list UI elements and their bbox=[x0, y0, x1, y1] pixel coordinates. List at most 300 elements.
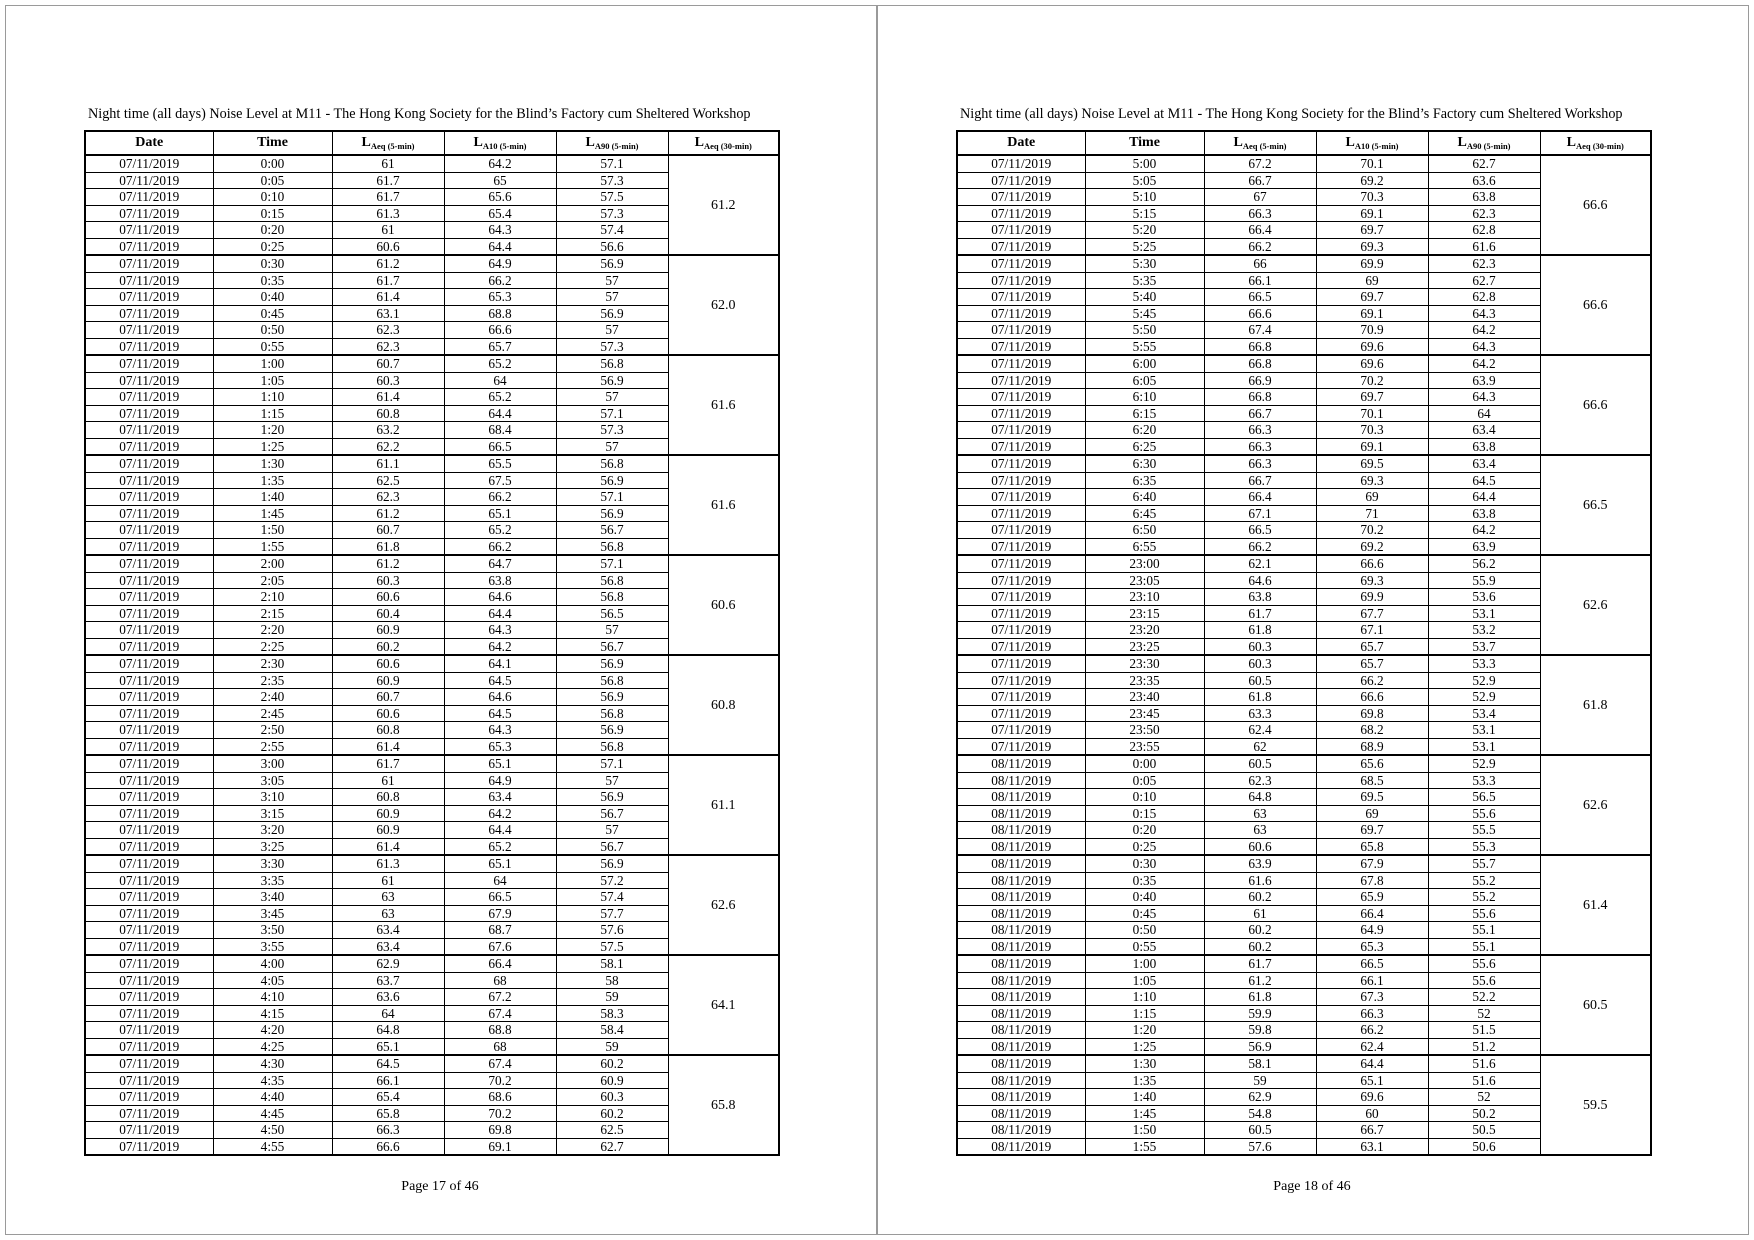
cell-laeq-5min: 60.4 bbox=[332, 605, 444, 622]
cell-date: 07/11/2019 bbox=[85, 1005, 213, 1022]
cell-la10-5min: 65.2 bbox=[444, 522, 556, 539]
table-row bbox=[957, 355, 1651, 372]
cell-la90-5min: 56.8 bbox=[556, 572, 668, 589]
cell-la90-5min: 57 bbox=[556, 772, 668, 789]
cell-date: 08/11/2019 bbox=[957, 789, 1085, 806]
cell-time: 6:20 bbox=[1085, 422, 1204, 439]
cell-la10-5min: 65.3 bbox=[1316, 938, 1428, 955]
cell-date: 07/11/2019 bbox=[85, 538, 213, 555]
cell-time: 23:00 bbox=[1085, 555, 1204, 572]
cell-laeq-5min: 60.6 bbox=[1204, 838, 1316, 855]
cell-la10-5min: 65.7 bbox=[1316, 638, 1428, 655]
cell-la90-5min: 57 bbox=[556, 289, 668, 306]
cell-laeq-5min: 65.8 bbox=[332, 1105, 444, 1122]
cell-time: 0:00 bbox=[213, 155, 332, 172]
cell-la10-5min: 64.3 bbox=[444, 222, 556, 239]
cell-laeq-5min: 66.5 bbox=[1204, 289, 1316, 306]
cell-date: 07/11/2019 bbox=[957, 672, 1085, 689]
cell-la10-5min: 69 bbox=[1316, 489, 1428, 506]
cell-laeq-5min: 62 bbox=[1204, 738, 1316, 755]
cell-laeq-5min: 60.2 bbox=[1204, 889, 1316, 906]
cell-date: 07/11/2019 bbox=[85, 805, 213, 822]
cell-la10-5min: 69.2 bbox=[1316, 538, 1428, 555]
cell-date: 08/11/2019 bbox=[957, 955, 1085, 972]
cell-la90-5min: 55.6 bbox=[1428, 955, 1540, 972]
cell-laeq-5min: 66.8 bbox=[1204, 355, 1316, 372]
cell-la90-5min: 57.4 bbox=[556, 222, 668, 239]
cell-la10-5min: 67.5 bbox=[444, 472, 556, 489]
cell-laeq-5min: 57.6 bbox=[1204, 1138, 1316, 1155]
cell-date: 08/11/2019 bbox=[957, 1072, 1085, 1089]
cell-la90-5min: 56.7 bbox=[556, 638, 668, 655]
cell-la90-5min: 53.4 bbox=[1428, 705, 1540, 722]
cell-laeq-30min: 64.1 bbox=[668, 955, 779, 1055]
cell-la10-5min: 65.6 bbox=[444, 189, 556, 206]
cell-laeq-5min: 62.2 bbox=[332, 438, 444, 455]
cell-laeq-5min: 66.2 bbox=[1204, 538, 1316, 555]
cell-date: 08/11/2019 bbox=[957, 772, 1085, 789]
cell-time: 6:30 bbox=[1085, 455, 1204, 472]
cell-laeq-5min: 62.5 bbox=[332, 472, 444, 489]
cell-la90-5min: 57.7 bbox=[556, 905, 668, 922]
cell-date: 07/11/2019 bbox=[85, 1089, 213, 1106]
cell-date: 07/11/2019 bbox=[85, 322, 213, 339]
cell-laeq-5min: 61.8 bbox=[1204, 989, 1316, 1006]
cell-laeq-5min: 56.9 bbox=[1204, 1038, 1316, 1055]
cell-la90-5min: 62.7 bbox=[1428, 272, 1540, 289]
cell-la90-5min: 55.6 bbox=[1428, 972, 1540, 989]
cell-time: 4:00 bbox=[213, 955, 332, 972]
cell-la10-5min: 64.4 bbox=[444, 605, 556, 622]
cell-la10-5min: 62.4 bbox=[1316, 1038, 1428, 1055]
cell-laeq-5min: 62.4 bbox=[1204, 722, 1316, 739]
cell-time: 23:35 bbox=[1085, 672, 1204, 689]
cell-date: 07/11/2019 bbox=[85, 472, 213, 489]
table-header-row bbox=[85, 131, 779, 155]
cell-date: 07/11/2019 bbox=[85, 1138, 213, 1155]
cell-la10-5min: 68.6 bbox=[444, 1089, 556, 1106]
cell-la10-5min: 66.2 bbox=[1316, 672, 1428, 689]
cell-laeq-30min: 61.6 bbox=[668, 455, 779, 555]
table-caption: Night time (all days) Noise Level at M11 - The Hong Kong Society for the Blind’s Factory cum Sheltered Workshop bbox=[88, 106, 751, 122]
cell-la10-5min: 66.5 bbox=[444, 889, 556, 906]
cell-la10-5min: 64 bbox=[444, 372, 556, 389]
cell-laeq-5min: 61.7 bbox=[332, 189, 444, 206]
cell-la10-5min: 69.9 bbox=[1316, 255, 1428, 272]
cell-laeq-5min: 61.6 bbox=[1204, 872, 1316, 889]
cell-laeq-5min: 66.4 bbox=[1204, 489, 1316, 506]
table-body bbox=[85, 155, 779, 1155]
cell-la10-5min: 69.1 bbox=[444, 1138, 556, 1155]
cell-time: 23:45 bbox=[1085, 705, 1204, 722]
cell-la10-5min: 69.6 bbox=[1316, 338, 1428, 355]
cell-la90-5min: 56.9 bbox=[556, 722, 668, 739]
cell-la90-5min: 64 bbox=[1428, 405, 1540, 422]
cell-la10-5min: 65.3 bbox=[444, 289, 556, 306]
header-la10-5min: $L_{A10 (5-min)}$ bbox=[1316, 131, 1428, 155]
cell-time: 0:20 bbox=[213, 222, 332, 239]
cell-date: 07/11/2019 bbox=[85, 355, 213, 372]
cell-time: 5:35 bbox=[1085, 272, 1204, 289]
cell-time: 0:45 bbox=[213, 305, 332, 322]
cell-time: 3:45 bbox=[213, 905, 332, 922]
cell-time: 23:10 bbox=[1085, 589, 1204, 606]
cell-la90-5min: 59 bbox=[556, 989, 668, 1006]
cell-time: 0:10 bbox=[213, 189, 332, 206]
cell-laeq-5min: 66.4 bbox=[1204, 222, 1316, 239]
cell-time: 0:20 bbox=[1085, 822, 1204, 839]
cell-date: 07/11/2019 bbox=[85, 289, 213, 306]
cell-la90-5min: 53.1 bbox=[1428, 722, 1540, 739]
cell-date: 07/11/2019 bbox=[85, 255, 213, 272]
cell-la90-5min: 57.3 bbox=[556, 338, 668, 355]
cell-laeq-5min: 60.8 bbox=[332, 405, 444, 422]
page-number: Page 18 of 46 bbox=[1273, 1179, 1351, 1194]
cell-laeq-5min: 66.3 bbox=[1204, 455, 1316, 472]
cell-la90-5min: 56.2 bbox=[1428, 555, 1540, 572]
cell-laeq-5min: 64.6 bbox=[1204, 572, 1316, 589]
cell-time: 3:35 bbox=[213, 872, 332, 889]
cell-date: 07/11/2019 bbox=[85, 272, 213, 289]
cell-la10-5min: 65 bbox=[444, 172, 556, 189]
cell-la90-5min: 56.8 bbox=[556, 355, 668, 372]
table-row bbox=[85, 855, 779, 872]
cell-time: 6:35 bbox=[1085, 472, 1204, 489]
header-la10-5min: $L_{A10 (5-min)}$ bbox=[444, 131, 556, 155]
cell-laeq-5min: 66.6 bbox=[1204, 305, 1316, 322]
cell-la90-5min: 64.3 bbox=[1428, 338, 1540, 355]
cell-date: 07/11/2019 bbox=[85, 672, 213, 689]
cell-time: 5:15 bbox=[1085, 205, 1204, 222]
cell-laeq-5min: 66.8 bbox=[1204, 338, 1316, 355]
table-row bbox=[85, 255, 779, 272]
cell-la10-5min: 64.5 bbox=[444, 705, 556, 722]
cell-time: 1:40 bbox=[213, 489, 332, 506]
cell-la10-5min: 68 bbox=[444, 1038, 556, 1055]
cell-laeq-5min: 66.1 bbox=[332, 1072, 444, 1089]
cell-la90-5min: 57 bbox=[556, 389, 668, 406]
table-row bbox=[957, 555, 1651, 572]
cell-la90-5min: 53.3 bbox=[1428, 655, 1540, 672]
header-time: Time bbox=[1085, 131, 1204, 155]
cell-la10-5min: 65.9 bbox=[1316, 889, 1428, 906]
cell-laeq-5min: 66.7 bbox=[1204, 405, 1316, 422]
cell-laeq-5min: 61.2 bbox=[332, 255, 444, 272]
cell-time: 1:00 bbox=[1085, 955, 1204, 972]
cell-date: 07/11/2019 bbox=[85, 705, 213, 722]
cell-date: 07/11/2019 bbox=[957, 372, 1085, 389]
cell-la90-5min: 59 bbox=[556, 1038, 668, 1055]
cell-la10-5min: 64.4 bbox=[1316, 1055, 1428, 1072]
cell-time: 3:30 bbox=[213, 855, 332, 872]
cell-la90-5min: 60.3 bbox=[556, 1089, 668, 1106]
cell-date: 08/11/2019 bbox=[957, 1089, 1085, 1106]
cell-la10-5min: 70.2 bbox=[1316, 372, 1428, 389]
cell-la90-5min: 62.3 bbox=[1428, 205, 1540, 222]
cell-time: 0:45 bbox=[1085, 905, 1204, 922]
table-body bbox=[957, 155, 1651, 1155]
table-row bbox=[85, 955, 779, 972]
cell-la90-5min: 56.8 bbox=[556, 738, 668, 755]
cell-laeq-5min: 61.3 bbox=[332, 855, 444, 872]
cell-la90-5min: 52.9 bbox=[1428, 672, 1540, 689]
cell-time: 1:40 bbox=[1085, 1089, 1204, 1106]
cell-date: 07/11/2019 bbox=[85, 938, 213, 955]
cell-time: 0:55 bbox=[213, 338, 332, 355]
cell-time: 0:15 bbox=[213, 205, 332, 222]
cell-la90-5min: 57 bbox=[556, 322, 668, 339]
cell-time: 1:20 bbox=[1085, 1022, 1204, 1039]
cell-date: 08/11/2019 bbox=[957, 1038, 1085, 1055]
cell-time: 0:40 bbox=[1085, 889, 1204, 906]
cell-la10-5min: 69.3 bbox=[1316, 572, 1428, 589]
cell-time: 6:55 bbox=[1085, 538, 1204, 555]
cell-laeq-5min: 61.7 bbox=[1204, 955, 1316, 972]
cell-time: 3:10 bbox=[213, 789, 332, 806]
cell-la90-5min: 64.3 bbox=[1428, 389, 1540, 406]
cell-date: 08/11/2019 bbox=[957, 1005, 1085, 1022]
cell-laeq-30min: 66.6 bbox=[1540, 255, 1651, 355]
cell-la90-5min: 57 bbox=[556, 622, 668, 639]
cell-time: 0:40 bbox=[213, 289, 332, 306]
cell-laeq-5min: 66.3 bbox=[1204, 205, 1316, 222]
cell-time: 4:05 bbox=[213, 972, 332, 989]
cell-la10-5min: 69.7 bbox=[1316, 822, 1428, 839]
cell-la90-5min: 53.2 bbox=[1428, 622, 1540, 639]
cell-time: 4:15 bbox=[213, 1005, 332, 1022]
cell-laeq-30min: 61.2 bbox=[668, 155, 779, 255]
cell-date: 07/11/2019 bbox=[85, 1022, 213, 1039]
cell-date: 07/11/2019 bbox=[85, 655, 213, 672]
cell-la10-5min: 64.2 bbox=[444, 155, 556, 172]
cell-la90-5min: 52.9 bbox=[1428, 689, 1540, 706]
cell-la10-5min: 69.1 bbox=[1316, 205, 1428, 222]
table-row bbox=[85, 655, 779, 672]
table-row bbox=[85, 155, 779, 172]
cell-la90-5min: 57.5 bbox=[556, 189, 668, 206]
cell-date: 07/11/2019 bbox=[85, 955, 213, 972]
cell-laeq-5min: 61.8 bbox=[332, 538, 444, 555]
cell-laeq-5min: 66.3 bbox=[332, 1122, 444, 1139]
table-caption: Night time (all days) Noise Level at M11 - The Hong Kong Society for the Blind’s Factory cum Sheltered Workshop bbox=[960, 106, 1623, 122]
cell-la90-5min: 52.2 bbox=[1428, 989, 1540, 1006]
cell-time: 6:25 bbox=[1085, 438, 1204, 455]
cell-laeq-5min: 66.3 bbox=[1204, 422, 1316, 439]
cell-time: 1:15 bbox=[213, 405, 332, 422]
cell-laeq-5min: 62.9 bbox=[332, 955, 444, 972]
table-row bbox=[957, 455, 1651, 472]
cell-la90-5min: 62.8 bbox=[1428, 289, 1540, 306]
cell-la90-5min: 55.2 bbox=[1428, 889, 1540, 906]
cell-la90-5min: 57.3 bbox=[556, 422, 668, 439]
cell-laeq-5min: 60.3 bbox=[1204, 638, 1316, 655]
cell-date: 08/11/2019 bbox=[957, 938, 1085, 955]
cell-la90-5min: 53.3 bbox=[1428, 772, 1540, 789]
cell-laeq-5min: 61 bbox=[332, 772, 444, 789]
cell-la90-5min: 57.3 bbox=[556, 172, 668, 189]
cell-laeq-5min: 61.3 bbox=[332, 205, 444, 222]
page-number: Page 17 of 46 bbox=[401, 1179, 479, 1194]
cell-la90-5min: 55.9 bbox=[1428, 572, 1540, 589]
cell-la10-5min: 64.5 bbox=[444, 672, 556, 689]
cell-laeq-30min: 60.8 bbox=[668, 655, 779, 755]
cell-date: 07/11/2019 bbox=[957, 489, 1085, 506]
cell-la90-5min: 57.1 bbox=[556, 155, 668, 172]
cell-la10-5min: 69.8 bbox=[1316, 705, 1428, 722]
cell-date: 07/11/2019 bbox=[85, 222, 213, 239]
cell-la10-5min: 66.2 bbox=[444, 538, 556, 555]
cell-time: 23:25 bbox=[1085, 638, 1204, 655]
cell-la10-5min: 70.2 bbox=[444, 1105, 556, 1122]
cell-date: 07/11/2019 bbox=[85, 689, 213, 706]
cell-date: 08/11/2019 bbox=[957, 1022, 1085, 1039]
cell-laeq-30min: 61.1 bbox=[668, 755, 779, 855]
cell-date: 07/11/2019 bbox=[85, 405, 213, 422]
cell-date: 07/11/2019 bbox=[85, 422, 213, 439]
cell-date: 07/11/2019 bbox=[85, 505, 213, 522]
cell-la90-5min: 58 bbox=[556, 972, 668, 989]
cell-date: 07/11/2019 bbox=[85, 1072, 213, 1089]
cell-la10-5min: 65.2 bbox=[444, 355, 556, 372]
cell-la10-5min: 65.1 bbox=[444, 755, 556, 772]
cell-time: 0:30 bbox=[213, 255, 332, 272]
cell-laeq-5min: 62.3 bbox=[332, 322, 444, 339]
cell-la90-5min: 64.3 bbox=[1428, 305, 1540, 322]
cell-time: 2:00 bbox=[213, 555, 332, 572]
cell-la10-5min: 70.3 bbox=[1316, 189, 1428, 206]
header-date: Date bbox=[85, 131, 213, 155]
cell-laeq-5min: 60.3 bbox=[1204, 655, 1316, 672]
cell-time: 23:05 bbox=[1085, 572, 1204, 589]
cell-la90-5min: 55.1 bbox=[1428, 938, 1540, 955]
table-row bbox=[957, 155, 1651, 172]
cell-date: 07/11/2019 bbox=[85, 155, 213, 172]
cell-la10-5min: 66.2 bbox=[1316, 1022, 1428, 1039]
cell-date: 07/11/2019 bbox=[957, 555, 1085, 572]
cell-la10-5min: 66.2 bbox=[444, 272, 556, 289]
cell-la90-5min: 64.2 bbox=[1428, 355, 1540, 372]
cell-date: 07/11/2019 bbox=[957, 605, 1085, 622]
cell-la90-5min: 57.2 bbox=[556, 872, 668, 889]
cell-laeq-5min: 61 bbox=[332, 872, 444, 889]
cell-laeq-30min: 62.6 bbox=[1540, 555, 1651, 655]
cell-time: 1:10 bbox=[1085, 989, 1204, 1006]
cell-laeq-5min: 61.2 bbox=[1204, 972, 1316, 989]
cell-laeq-5min: 66.9 bbox=[1204, 372, 1316, 389]
cell-time: 2:35 bbox=[213, 672, 332, 689]
cell-la10-5min: 69 bbox=[1316, 805, 1428, 822]
cell-la10-5min: 64.4 bbox=[444, 238, 556, 255]
cell-laeq-5min: 61 bbox=[332, 155, 444, 172]
cell-laeq-5min: 58.1 bbox=[1204, 1055, 1316, 1072]
cell-laeq-5min: 62.9 bbox=[1204, 1089, 1316, 1106]
cell-la90-5min: 62.3 bbox=[1428, 255, 1540, 272]
cell-laeq-5min: 60.7 bbox=[332, 689, 444, 706]
cell-date: 07/11/2019 bbox=[957, 705, 1085, 722]
cell-time: 0:30 bbox=[1085, 855, 1204, 872]
cell-laeq-30min: 59.5 bbox=[1540, 1055, 1651, 1155]
cell-time: 1:45 bbox=[213, 505, 332, 522]
cell-la90-5min: 56.6 bbox=[556, 238, 668, 255]
cell-la10-5min: 64.9 bbox=[444, 772, 556, 789]
cell-laeq-5min: 67.4 bbox=[1204, 322, 1316, 339]
table-row bbox=[85, 455, 779, 472]
cell-date: 07/11/2019 bbox=[85, 838, 213, 855]
cell-date: 07/11/2019 bbox=[957, 522, 1085, 539]
cell-date: 07/11/2019 bbox=[85, 872, 213, 889]
cell-time: 1:15 bbox=[1085, 1005, 1204, 1022]
cell-time: 6:05 bbox=[1085, 372, 1204, 389]
cell-time: 23:15 bbox=[1085, 605, 1204, 622]
cell-la10-5min: 64 bbox=[444, 872, 556, 889]
cell-la10-5min: 64.1 bbox=[444, 655, 556, 672]
cell-la10-5min: 67.7 bbox=[1316, 605, 1428, 622]
cell-time: 0:00 bbox=[1085, 755, 1204, 772]
cell-date: 07/11/2019 bbox=[957, 338, 1085, 355]
cell-time: 23:20 bbox=[1085, 622, 1204, 639]
cell-la10-5min: 71 bbox=[1316, 505, 1428, 522]
cell-la10-5min: 65.2 bbox=[444, 838, 556, 855]
cell-date: 07/11/2019 bbox=[85, 172, 213, 189]
cell-laeq-5min: 61.4 bbox=[332, 289, 444, 306]
cell-la90-5min: 55.1 bbox=[1428, 922, 1540, 939]
cell-laeq-5min: 61.8 bbox=[1204, 622, 1316, 639]
table-row bbox=[957, 1055, 1651, 1072]
cell-date: 07/11/2019 bbox=[957, 222, 1085, 239]
cell-laeq-5min: 60.6 bbox=[332, 238, 444, 255]
cell-la90-5min: 56.8 bbox=[556, 705, 668, 722]
cell-laeq-5min: 66.5 bbox=[1204, 522, 1316, 539]
cell-date: 07/11/2019 bbox=[957, 622, 1085, 639]
cell-la10-5min: 66.6 bbox=[444, 322, 556, 339]
cell-la90-5min: 58.4 bbox=[556, 1022, 668, 1039]
cell-date: 07/11/2019 bbox=[85, 772, 213, 789]
cell-time: 1:50 bbox=[1085, 1122, 1204, 1139]
cell-date: 07/11/2019 bbox=[85, 1038, 213, 1055]
cell-laeq-5min: 64.5 bbox=[332, 1055, 444, 1072]
cell-laeq-5min: 61.4 bbox=[332, 389, 444, 406]
cell-la10-5min: 66.7 bbox=[1316, 1122, 1428, 1139]
cell-la10-5min: 65.7 bbox=[444, 338, 556, 355]
cell-laeq-5min: 61.8 bbox=[1204, 689, 1316, 706]
cell-date: 07/11/2019 bbox=[85, 455, 213, 472]
cell-la90-5min: 57 bbox=[556, 272, 668, 289]
cell-la10-5min: 68.4 bbox=[444, 422, 556, 439]
cell-laeq-5min: 64.8 bbox=[1204, 789, 1316, 806]
cell-laeq-5min: 66.7 bbox=[1204, 172, 1316, 189]
cell-date: 07/11/2019 bbox=[957, 289, 1085, 306]
cell-laeq-5min: 67.2 bbox=[1204, 155, 1316, 172]
cell-time: 6:45 bbox=[1085, 505, 1204, 522]
cell-time: 23:50 bbox=[1085, 722, 1204, 739]
cell-la10-5min: 66.3 bbox=[1316, 1005, 1428, 1022]
cell-la90-5min: 63.8 bbox=[1428, 189, 1540, 206]
cell-la90-5min: 58.3 bbox=[556, 1005, 668, 1022]
cell-la10-5min: 67.9 bbox=[1316, 855, 1428, 872]
cell-date: 07/11/2019 bbox=[957, 689, 1085, 706]
cell-time: 4:45 bbox=[213, 1105, 332, 1122]
cell-la10-5min: 69.1 bbox=[1316, 438, 1428, 455]
cell-laeq-5min: 60.6 bbox=[332, 589, 444, 606]
cell-time: 1:25 bbox=[213, 438, 332, 455]
cell-laeq-5min: 54.8 bbox=[1204, 1105, 1316, 1122]
cell-laeq-5min: 66.1 bbox=[1204, 272, 1316, 289]
cell-laeq-30min: 62.6 bbox=[668, 855, 779, 955]
header-laeq-30min: $L_{Aeq (30-min)}$ bbox=[668, 131, 779, 155]
cell-la90-5min: 56.9 bbox=[556, 305, 668, 322]
cell-laeq-30min: 66.5 bbox=[1540, 455, 1651, 555]
cell-time: 6:15 bbox=[1085, 405, 1204, 422]
